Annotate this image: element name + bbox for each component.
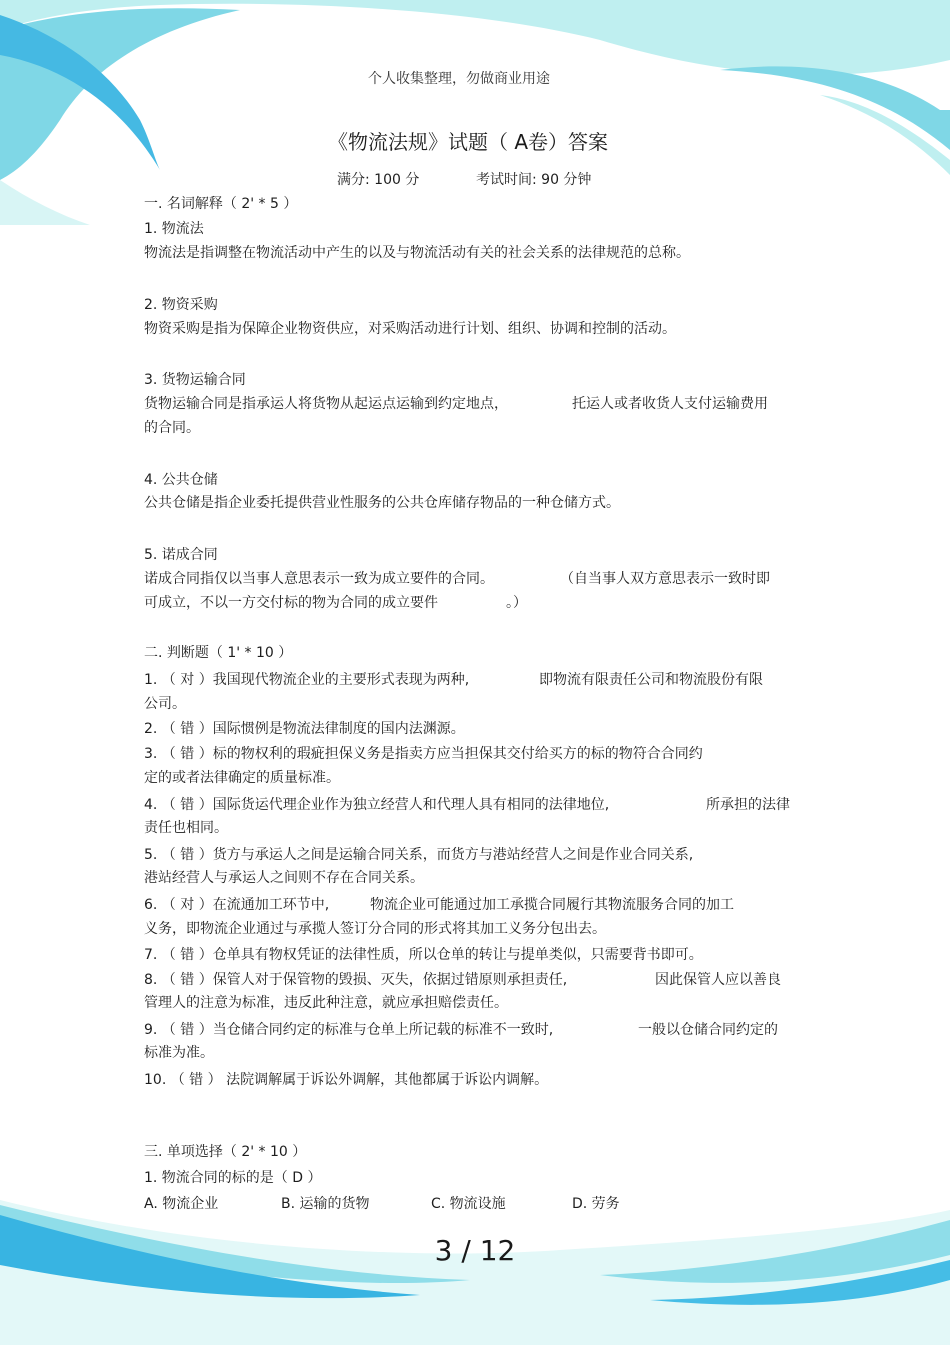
term-5: 5. 诺成合同	[144, 547, 218, 563]
definition-3-line2: 的合同。	[144, 420, 200, 436]
header-note: 个人收集整理，勿做商业用途	[368, 71, 550, 87]
judgement-6-line1a: 6. （ 对 ）在流通加工环节中,	[144, 897, 330, 913]
judgement-7: 7. （ 错 ）仓单具有物权凭证的法律性质，所以仓单的转让与提单类似，只需要背书即可。	[144, 947, 703, 963]
definition-2: 物资采购是指为保障企业物资供应，对采购活动进行计划、组织、协调和控制的活动。	[144, 321, 676, 337]
judgement-3-line1: 3. （ 错 ）标的物权利的瑕疵担保义务是指卖方应当担保其交付给买方的标的物符合合同约	[144, 746, 703, 762]
judgement-8-line1a: 8. （ 错 ）保管人对于保管物的毁损、灭失，依据过错原则承担责任,	[144, 972, 568, 988]
full-score: 满分: 100 分	[337, 172, 420, 188]
judgement-4-line1b: 所承担的法律	[706, 797, 790, 813]
judgement-5-line1: 5. （ 错 ）货方与承运人之间是运输合同关系，而货方与港站经营人之间是作业合同关系,	[144, 847, 694, 863]
judgement-4-line1a: 4. （ 错 ）国际货运代理企业作为独立经营人和代理人具有相同的法律地位,	[144, 797, 610, 813]
judgement-8-line2: 管理人的注意为标准，违反此种注意，就应承担赔偿责任。	[144, 995, 508, 1011]
judgement-9-line1a: 9. （ 错 ）当仓储合同约定的标准与仓单上所记载的标准不一致时,	[144, 1022, 554, 1038]
term-1: 1. 物流法	[144, 221, 204, 237]
option-d: D. 劳务	[572, 1196, 620, 1212]
judgement-4-line2: 责任也相同。	[144, 820, 228, 836]
section-1-heading: 一. 名词解释（ 2' * 5 ）	[144, 196, 298, 212]
judgement-9-line2: 标准为准。	[144, 1045, 214, 1061]
top-wave-decoration	[0, 0, 950, 230]
definition-3-line1b: 托运人或者收货人支付运输费用	[572, 396, 768, 412]
judgement-5-line2: 港站经营人与承运人之间则不存在合同关系。	[144, 870, 424, 886]
term-4: 4. 公共仓储	[144, 472, 218, 488]
option-b: B. 运输的货物	[281, 1196, 370, 1212]
judgement-1-line2: 公司。	[144, 696, 186, 712]
term-3: 3. 货物运输合同	[144, 372, 246, 388]
definition-5-line1a: 诺成合同指仅以当事人意思表示一致为成立要件的合同。	[144, 571, 494, 587]
judgement-9-line1b: 一般以仓储合同约定的	[638, 1022, 778, 1038]
term-2: 2. 物资采购	[144, 297, 218, 313]
section-3-heading: 三. 单项选择（ 2' * 10 ）	[144, 1144, 307, 1160]
option-c: C. 物流设施	[431, 1196, 506, 1212]
judgement-1-line1b: 即物流有限责任公司和物流股份有限	[539, 672, 763, 688]
definition-1: 物流法是指调整在物流活动中产生的以及与物流活动有关的社会关系的法律规范的总称。	[144, 245, 690, 261]
section-2-heading: 二. 判断题（ 1' * 10 ）	[144, 645, 293, 661]
definition-5-line2b: 。）	[506, 595, 527, 611]
definition-5-line2a: 可成立，不以一方交付标的物为合同的成立要件	[144, 595, 438, 611]
judgement-1-line1a: 1. （ 对 ）我国现代物流企业的主要形式表现为两种,	[144, 672, 470, 688]
definition-3-line1a: 货物运输合同是指承运人将货物从起运点运输到约定地点，	[144, 396, 508, 412]
judgement-6-line2: 义务，即物流企业通过与承揽人签订分合同的形式将其加工义务分包出去。	[144, 921, 606, 937]
judgement-2: 2. （ 错 ）国际惯例是物流法律制度的国内法渊源。	[144, 721, 465, 737]
page-number: 3 / 12	[434, 1234, 516, 1267]
judgement-6-line1b: 物流企业可能通过加工承揽合同履行其物流服务合同的加工	[370, 897, 734, 913]
definition-4: 公共仓储是指企业委托提供营业性服务的公共仓库储存物品的一种仓储方式。	[144, 495, 620, 511]
option-a: A. 物流企业	[144, 1196, 219, 1212]
choice-question-1: 1. 物流合同的标的是（ D ）	[144, 1170, 322, 1186]
definition-5-line1b: （自当事人双方意思表示一致时即	[560, 571, 770, 587]
judgement-3-line2: 定的或者法律确定的质量标准。	[144, 770, 340, 786]
exam-title: 《物流法规》试题（ A卷）答案	[328, 130, 609, 154]
exam-time: 考试时间: 90 分钟	[476, 172, 592, 188]
judgement-10: 10. （ 错 ） 法院调解属于诉讼外调解，其他都属于诉讼内调解。	[144, 1072, 549, 1088]
judgement-8-line1b: 因此保管人应以善良	[655, 972, 781, 988]
